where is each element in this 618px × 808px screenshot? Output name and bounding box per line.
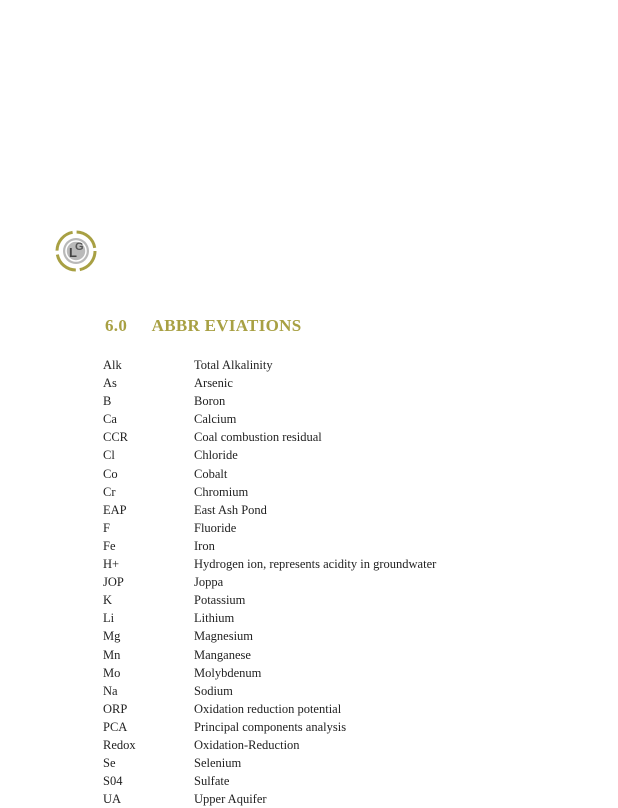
abbreviation-row xyxy=(103,483,603,501)
abbreviation-term: Joppa xyxy=(194,575,224,590)
abbreviation-row xyxy=(103,356,603,374)
abbreviation-term: Boron xyxy=(194,394,226,409)
abbreviation-term: Arsenic xyxy=(194,376,233,391)
abbreviation-term: Total Alkalinity xyxy=(194,358,273,372)
section-number: 6.0 xyxy=(105,316,128,335)
abbreviation-term: Potassium xyxy=(194,593,246,608)
abbreviation-code: Mg xyxy=(103,629,121,644)
abbreviation-term: East Ash Pond xyxy=(194,502,267,517)
abbreviation-code: K xyxy=(103,593,113,608)
abbreviation-row xyxy=(103,591,603,609)
abbreviation-row xyxy=(103,465,603,483)
abbreviation-code: B xyxy=(103,394,112,409)
abbreviation-code: Redox xyxy=(103,737,136,752)
abbreviation-code: H+ xyxy=(103,557,120,572)
abbreviation-term: Molybdenum xyxy=(194,665,262,680)
abbreviation-row xyxy=(103,446,603,464)
company-logo-icon xyxy=(53,229,99,273)
abbreviation-row xyxy=(103,718,603,736)
abbreviation-row xyxy=(103,627,603,645)
abbreviation-row xyxy=(103,519,603,537)
abbreviation-row xyxy=(103,392,603,410)
abbreviation-term: Lithium xyxy=(194,611,235,626)
abbreviation-code: Ca xyxy=(103,412,117,427)
abbreviation-term: Manganese xyxy=(194,647,251,662)
abbreviation-row xyxy=(103,736,603,754)
abbreviation-term: Coal combustion residual xyxy=(194,430,322,445)
abbreviation-code: Mo xyxy=(103,665,121,680)
abbreviation-code: CCR xyxy=(103,430,129,445)
abbreviation-term: Iron xyxy=(194,538,215,553)
abbreviation-code: UA xyxy=(103,792,122,807)
abbreviation-row xyxy=(103,609,603,627)
abbreviation-code: Se xyxy=(103,756,116,771)
abbreviation-code: Co xyxy=(103,466,118,481)
abbreviation-term: Oxidation reduction potential xyxy=(194,701,342,716)
abbreviation-row xyxy=(103,555,603,573)
abbreviation-row xyxy=(103,501,603,519)
abbreviation-code: F xyxy=(103,520,110,535)
abbreviation-term: Selenium xyxy=(194,756,242,771)
abbreviation-row xyxy=(103,573,603,591)
abbreviation-row xyxy=(103,537,603,555)
abbreviation-term: Cobalt xyxy=(194,466,228,481)
abbreviation-code: EAP xyxy=(103,502,127,517)
abbreviation-code: PCA xyxy=(103,719,128,734)
abbreviation-term: Fluoride xyxy=(194,520,237,535)
abbreviation-code: Cl xyxy=(103,448,115,463)
svg-text:L: L xyxy=(69,245,77,260)
abbreviation-row xyxy=(103,428,603,446)
abbreviation-term: Chloride xyxy=(194,448,238,463)
abbreviation-code: Alk xyxy=(103,358,122,372)
abbreviation-term: Upper Aquifer xyxy=(194,792,267,807)
abbreviation-code: Mn xyxy=(103,647,121,662)
abbreviation-term: Principal components analysis xyxy=(194,719,347,734)
abbreviation-term: Sulfate xyxy=(194,774,230,789)
abbreviation-row xyxy=(103,772,603,790)
abbreviation-code: JOP xyxy=(103,575,124,590)
abbreviation-term: Calcium xyxy=(194,412,237,427)
abbreviation-term: Magnesium xyxy=(194,629,254,644)
abbreviation-code: Fe xyxy=(103,538,116,553)
abbreviation-row xyxy=(103,754,603,772)
abbreviation-row xyxy=(103,374,603,392)
abbreviation-term: Hydrogen ion, represents acidity in groundwater xyxy=(194,557,437,572)
abbreviation-term: Chromium xyxy=(194,484,249,499)
svg-text:G: G xyxy=(75,241,84,253)
abbreviation-code: As xyxy=(103,376,117,391)
section-heading xyxy=(105,316,301,336)
abbreviation-term: Sodium xyxy=(194,683,233,698)
abbreviation-code: Na xyxy=(103,683,118,698)
abbreviation-row xyxy=(103,682,603,700)
abbreviation-code: ORP xyxy=(103,701,128,716)
abbreviation-row xyxy=(103,664,603,682)
abbreviation-row xyxy=(103,790,603,808)
abbreviation-code: Cr xyxy=(103,484,116,499)
abbreviation-code: S04 xyxy=(103,774,123,789)
section-title: ABBR EVIATIONS xyxy=(151,316,302,335)
abbreviation-term: Oxidation-Reduction xyxy=(194,737,300,752)
abbreviation-row xyxy=(103,646,603,664)
abbreviation-list xyxy=(103,356,603,808)
abbreviation-row xyxy=(103,410,603,428)
abbreviation-code: Li xyxy=(103,611,115,626)
abbreviation-row xyxy=(103,700,603,718)
